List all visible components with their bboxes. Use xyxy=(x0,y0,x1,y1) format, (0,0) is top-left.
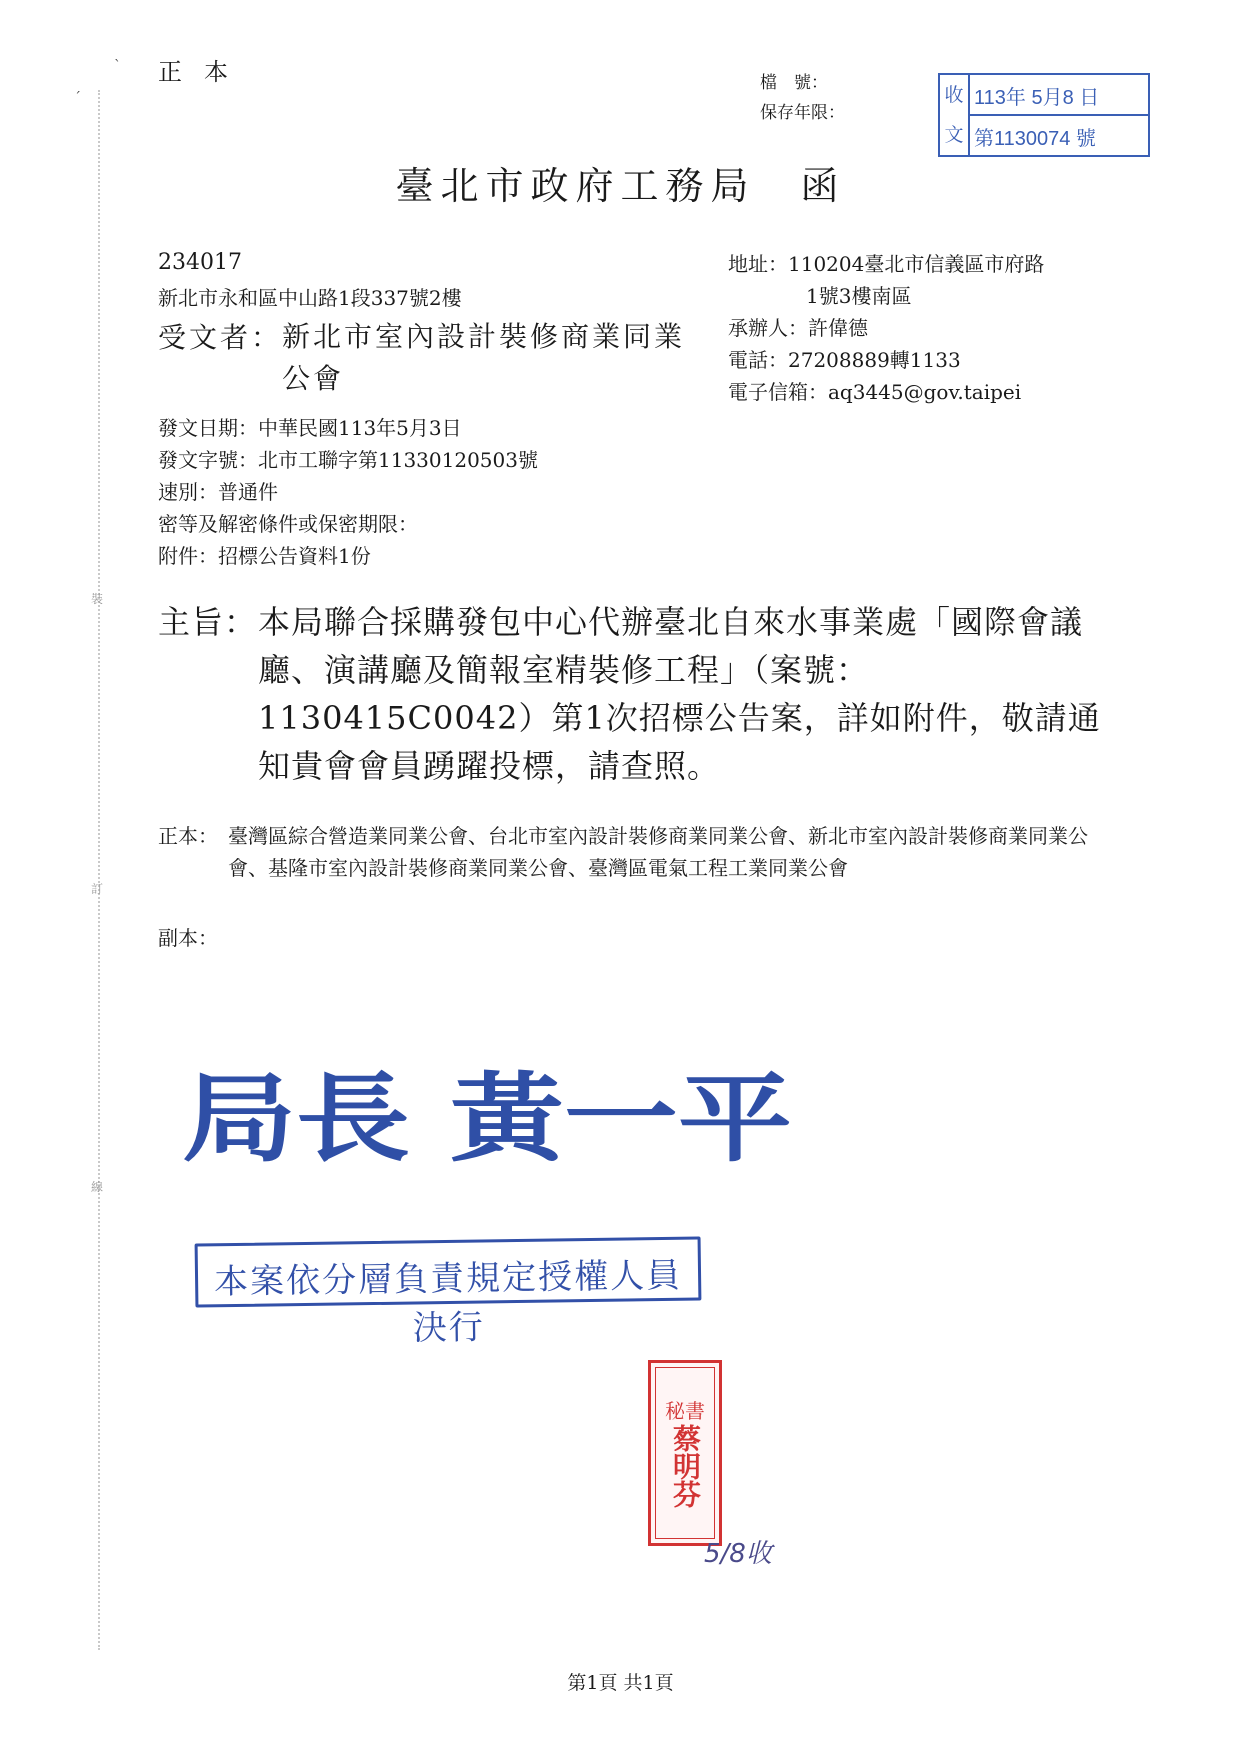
seal-name: 蔡明芬 xyxy=(669,1424,702,1508)
recipient-address: 新北市永和區中山路1段337號2樓 xyxy=(158,286,462,310)
seal-title: 秘書 xyxy=(665,1399,705,1423)
receipt-label-document: 文 xyxy=(944,124,964,146)
recipient-name: 新北市室內設計裝修商業同業公會 xyxy=(282,320,686,395)
file-meta xyxy=(760,68,845,128)
binding-mark-xian: 線 xyxy=(91,1180,104,1194)
receipt-date: 113年 5月8 日 xyxy=(974,87,1100,109)
file-number-label: 檔 號： xyxy=(760,73,828,93)
original-recipients-label: 正本： xyxy=(158,824,218,848)
binding-mark-zhuang: 裝 xyxy=(91,592,104,606)
page-number: 第1頁 共1頁 xyxy=(567,1672,674,1694)
scan-speck: ˋ xyxy=(114,58,121,74)
secretary-seal-inner xyxy=(655,1367,715,1539)
delivery-speed: 速別：普通件 xyxy=(158,480,278,504)
authority-stamp-text: 本案依分層負責規定授權人員決行 xyxy=(213,1255,683,1349)
document-title: 臺北市政府工務局 函 xyxy=(395,164,846,208)
chief-signature-stamp xyxy=(180,1050,800,1180)
subject-text: 本局聯合採購發包中心代辦臺北自來水事業處「國際會議廳、演講廳及簡報室精裝修工程」（案號：1130415C0042）第1次招標公告案，詳如附件，敬請通知貴會會員踴躍投標，請查照。 xyxy=(258,603,1101,785)
document-number: 發文字號：北市工聯字第11330120503號 xyxy=(158,448,538,472)
receipt-stamp-divider xyxy=(968,114,1148,116)
receipt-number: 第1130074 號 xyxy=(974,128,1096,150)
security-level: 密等及解密條件或保密期限： xyxy=(158,512,418,536)
subject-section xyxy=(158,598,1108,790)
contact-phone: 電話：27208889轉1133 xyxy=(728,348,961,372)
receipt-stamp xyxy=(938,73,1150,157)
delegated-authority-stamp xyxy=(195,1236,702,1349)
binding-line xyxy=(98,90,100,1650)
contact-address: 地址：110204臺北市信義區市府路 xyxy=(728,252,1045,276)
receipt-stamp-labels xyxy=(940,75,970,155)
original-recipients-text: 臺灣區綜合營造業同業公會、台北市室內設計裝修商業同業公會、新北市室內設計裝修商業同業公會、基隆市室內設計裝修商業同業公會、臺灣區電氣工程工業同業公會 xyxy=(228,824,1088,880)
secretary-seal xyxy=(648,1360,722,1546)
issue-date: 發文日期：中華民國113年5月3日 xyxy=(158,416,462,440)
original-copy-label: 正本 xyxy=(158,58,250,86)
copy-recipients-label: 副本： xyxy=(158,926,218,950)
contact-address-cont: 1號3樓南區 xyxy=(806,284,912,308)
recipient-label: 受文者： xyxy=(158,321,283,354)
contact-info xyxy=(728,248,1044,408)
receipt-label-receive: 收 xyxy=(944,84,964,106)
retention-label: 保存年限： xyxy=(760,103,845,123)
subject-label: 主旨： xyxy=(158,603,258,641)
chief-signature-text: 局長 黃一平 xyxy=(182,1063,792,1175)
recipient-postcode: 234017 xyxy=(158,250,242,275)
contact-handler: 承辦人：許偉德 xyxy=(728,316,868,340)
handwritten-received-note xyxy=(700,1520,800,1580)
document-meta xyxy=(158,412,538,572)
scan-speck: ˊ xyxy=(74,90,81,106)
distribution-original xyxy=(158,820,1108,884)
received-note-text: 5/8收 xyxy=(704,1539,772,1569)
binding-mark-ding: 訂 xyxy=(91,882,104,896)
contact-email: 電子信箱：aq3445@gov.taipei xyxy=(728,380,1022,404)
attachment: 附件：招標公告資料1份 xyxy=(158,544,371,568)
